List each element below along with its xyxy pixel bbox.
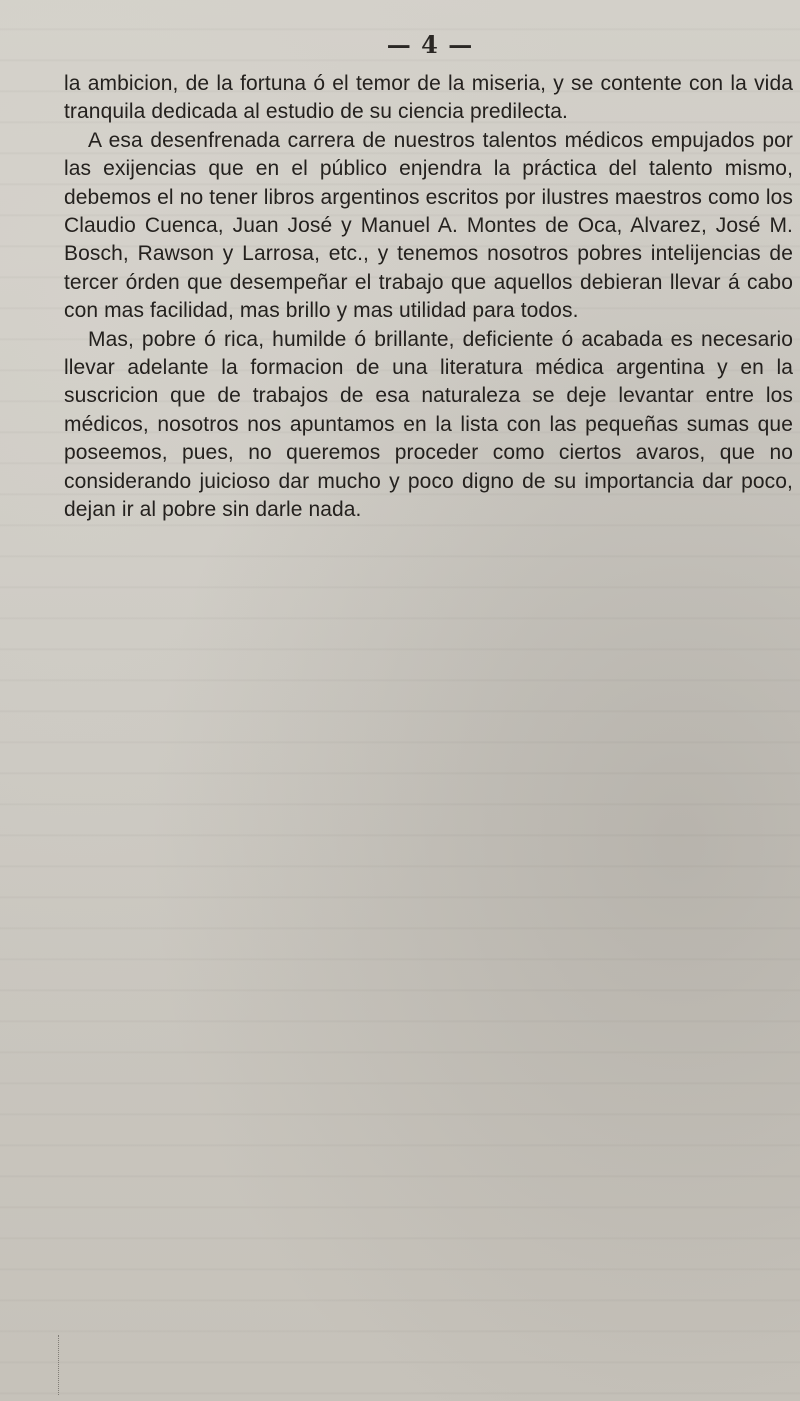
body-text	[64, 70, 793, 525]
margin-specks	[58, 1335, 79, 1395]
paragraph-3: Mas, pobre ó rica, humilde ó brillante, deficiente ó acabada es necesario llevar adelante la formacion de una literatura médica argentina y en la suscricion que de trabajos de esa naturaleza se deje levantar entre los médicos, nosotros nos apuntamos en la lista con las pequeñas sumas que poseemos, pues, no queremos proceder como ciertos avaros, que no considerando juicioso dar mucho y poco digno de su importancia dar poco, dejan ir al pobre sin darle nada.	[64, 327, 793, 522]
paragraph-1: la ambicion, de la fortuna ó el temor de la miseria, y se contente con la vida tranquila dedicada al estudio de su ciencia predilecta.	[64, 72, 793, 124]
page-number: — 4 —	[386, 30, 474, 59]
paragraph-2: A esa desenfrenada carrera de nuestros talentos médicos empujados por las exijencias que en el público enjendra la práctica del talento mismo, debemos el no tener libros argentinos escritos por ilustres maestros como los Claudio Cuenca, Juan José y Manuel A. Montes de Oca, Alvarez, José M. Bosch, Rawson y Larrosa, etc., y tenemos nosotros pobres intelijencias de tercer órden que desempeñar el trabajo que aquellos debieran llevar á cabo con mas facilidad, mas brillo y mas utilidad para todos.	[64, 128, 793, 323]
